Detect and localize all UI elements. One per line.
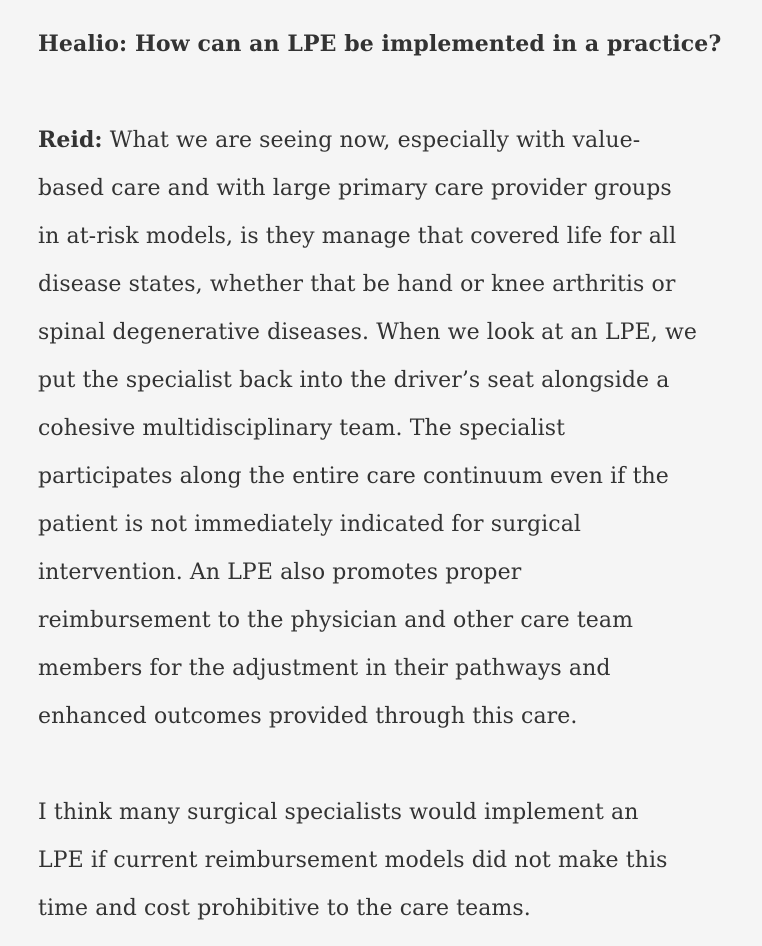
answer-line-11: reimbursement to the physician and other care team bbox=[38, 608, 634, 633]
followup-paragraph bbox=[38, 789, 724, 933]
answer-line-6: put the specialist back into the driver’s seat alongside a bbox=[38, 368, 670, 393]
followup-line-1: I think many surgical specialists would implement an bbox=[38, 800, 639, 825]
interview-question: Healio: How can an LPE be implemented in a practice? bbox=[38, 31, 722, 57]
interview-answer bbox=[38, 116, 724, 741]
speaker-label: Reid: bbox=[38, 127, 103, 153]
answer-line-12: members for the adjustment in their pathways and bbox=[38, 656, 611, 681]
answer-line-7: cohesive multidisciplinary team. The specialist bbox=[38, 416, 566, 441]
answer-line-4: disease states, whether that be hand or knee arthritis or bbox=[38, 272, 676, 297]
answer-line-1 bbox=[38, 116, 724, 165]
followup-line-3: time and cost prohibitive to the care teams. bbox=[38, 896, 531, 921]
answer-line-13: enhanced outcomes provided through this care. bbox=[38, 704, 578, 729]
answer-line-10: intervention. An LPE also promotes proper bbox=[38, 560, 522, 585]
answer-line-3: in at-risk models, is they manage that covered life for all bbox=[38, 224, 677, 249]
answer-line-2: based care and with large primary care provider groups bbox=[38, 176, 672, 201]
followup-line-2: LPE if current reimbursement models did not make this bbox=[38, 848, 668, 873]
answer-line-9: patient is not immediately indicated for surgical bbox=[38, 512, 582, 537]
answer-line-5: spinal degenerative diseases. When we look at an LPE, we bbox=[38, 320, 697, 345]
answer-line-1-text: What we are seeing now, especially with value- bbox=[102, 128, 641, 153]
answer-line-8: participates along the entire care continuum even if the bbox=[38, 464, 669, 489]
